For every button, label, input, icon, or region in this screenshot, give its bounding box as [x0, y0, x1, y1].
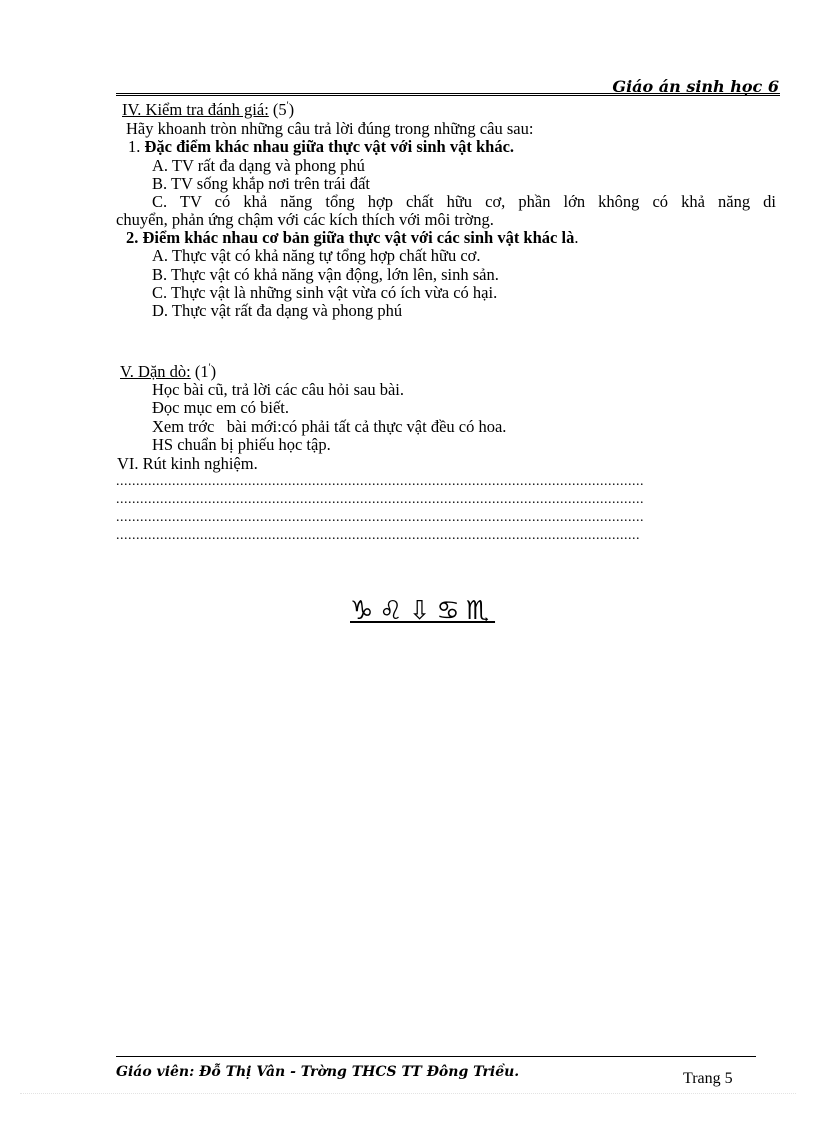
section-4-instruction: Hãy khoanh tròn những câu trả lời đúng trong những câu sau: — [126, 119, 534, 138]
zodiac-ornament-icon: ♑♌⇩♋♏ — [350, 596, 496, 626]
section-6-heading: VI. Rút kinh nghiệm. — [117, 454, 258, 473]
header-divider — [116, 93, 780, 96]
notes-dotted-line: .................................................................................................................................... — [116, 510, 644, 525]
section-5-heading-line — [120, 363, 216, 381]
document-header-title: Giáo án sinh học 6 — [612, 77, 779, 96]
question-2-option-b: B. Thực vật có khả năng vận động, lớn lên, sinh sản. — [152, 265, 499, 284]
section-5-time: (1') — [194, 361, 217, 381]
question-1 — [128, 138, 514, 156]
question-2-text: 2. Điểm khác nhau cơ bản giữa thực vật với các sinh vật khác là — [126, 228, 575, 247]
section-4-heading-line — [122, 101, 294, 119]
homework-item: HS chuẩn bị phiếu học tập. — [152, 435, 331, 454]
question-2-option-d: D. Thực vật rất đa dạng và phong phú — [152, 301, 403, 320]
question-1-option-a: A. TV rất đa dạng và phong phú — [152, 156, 365, 175]
question-1-option-c-line-1: C. TV có khả năng tổng hợp chất hữu cơ, phần lớn không có khả năng di — [152, 192, 776, 211]
section-5-heading: V. Dặn dò: — [120, 362, 191, 381]
homework-item: Học bài cũ, trả lời các câu hỏi sau bài. — [152, 380, 404, 399]
notes-dotted-line: ................................................................................................................................... — [116, 528, 640, 543]
question-2: 2. Điểm khác nhau cơ bản giữa thực vật với các sinh vật khác là. — [126, 228, 579, 247]
footer-divider — [116, 1056, 756, 1057]
homework-item: Đọc mục em có biết. — [152, 398, 289, 417]
notes-dotted-line: .................................................................................................................................... — [116, 492, 644, 507]
question-1-number: 1. — [128, 137, 141, 156]
section-4-time: (5') — [272, 99, 295, 119]
question-2-option-c: C. Thực vật là những sinh vật vừa có ích vừa có hại. — [152, 283, 498, 302]
notes-dotted-line: .................................................................................................................................... — [116, 474, 644, 489]
page-number: Trang 5 — [683, 1070, 733, 1087]
question-2-option-a: A. Thực vật có khả năng tự tổng hợp chất hữu cơ. — [152, 246, 481, 265]
homework-item: Xem trớc bài mới:có phải tất cả thực vật đều có hoa. — [152, 417, 507, 436]
question-1-option-c-line-2: chuyển, phản ứng chậm với các kích thích với môi trờng. — [116, 210, 494, 229]
footer-teacher: Giáo viên: Đỗ Thị Vân - Trờng THCS TT Đông Triều. — [116, 1064, 520, 1080]
question-1-text: Đặc điểm khác nhau giữa thực vật với sinh vật khác. — [144, 137, 515, 156]
section-4-heading: IV. Kiểm tra đánh giá: — [122, 100, 269, 119]
question-1-option-b: B. TV sống khắp nơi trên trái đất — [152, 174, 371, 193]
page-edge — [20, 1093, 796, 1094]
